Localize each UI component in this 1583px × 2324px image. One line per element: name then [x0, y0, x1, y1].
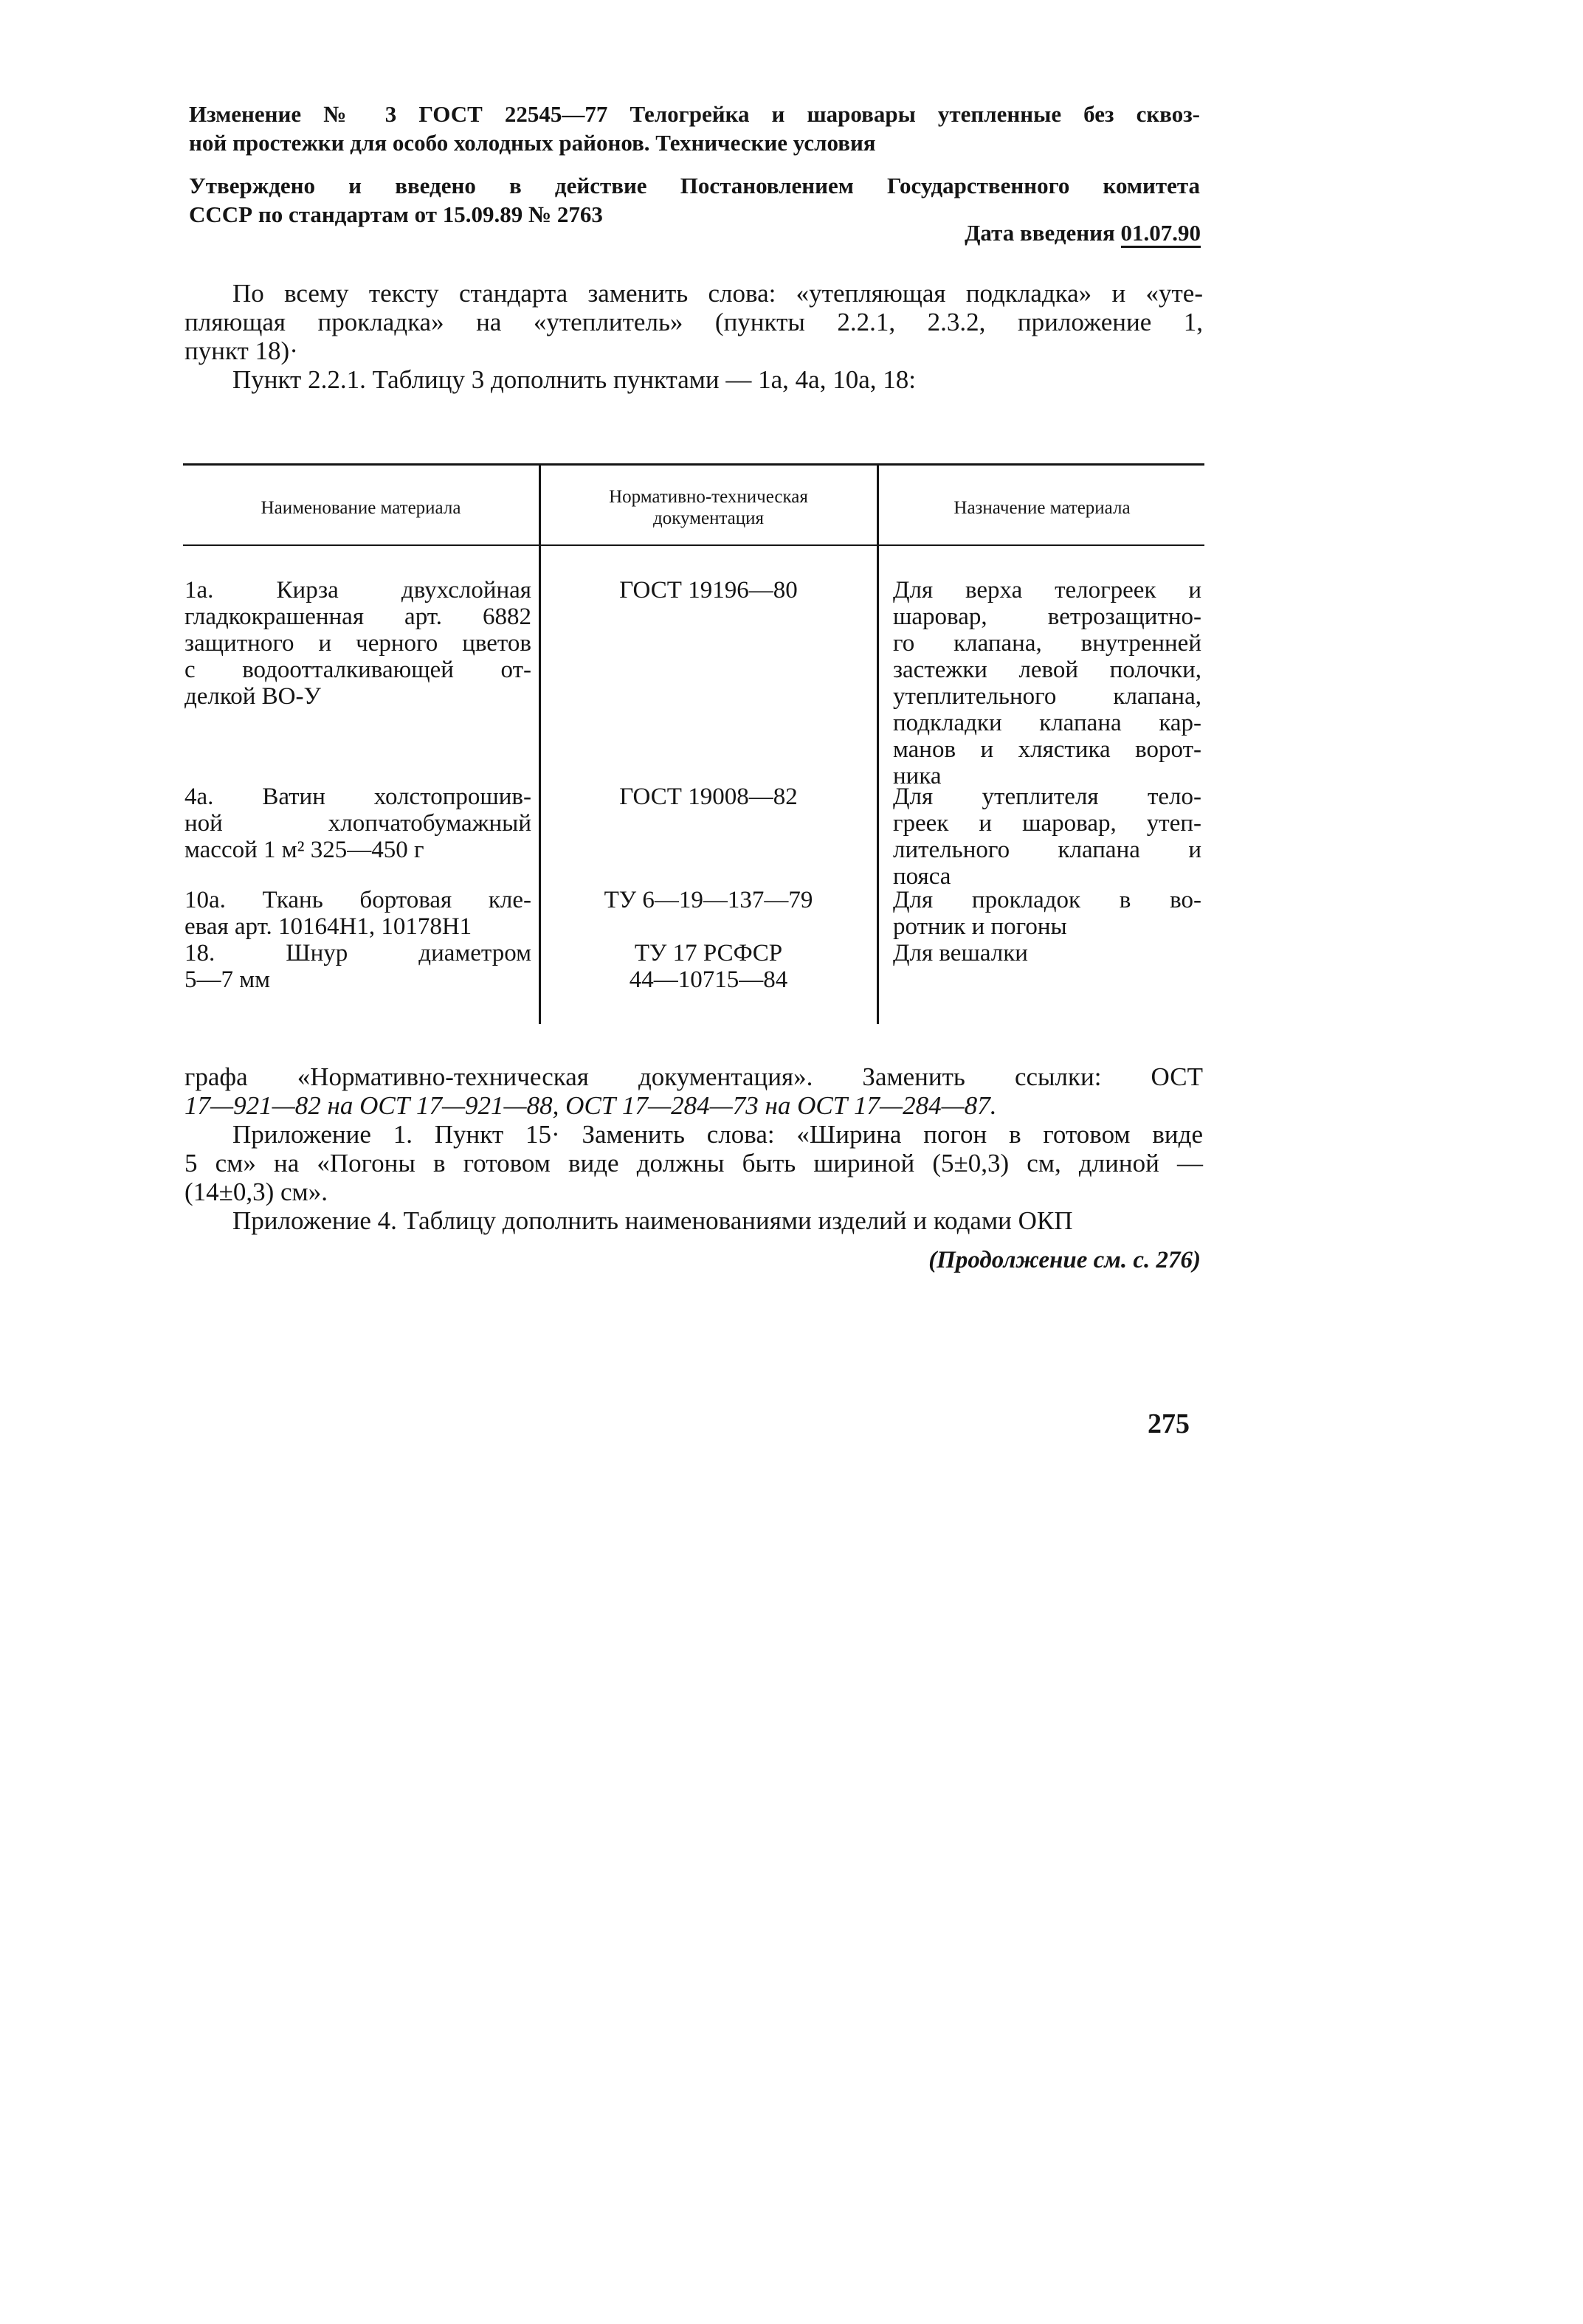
table-intro-line: Пункт 2.2.1. Таблицу 3 дополнить пунктами — 1а, 4а, 10а, 18: — [232, 365, 916, 394]
row-18-purpose — [893, 940, 1201, 966]
row-10a-documentation — [550, 887, 867, 913]
row-10a-purpose — [893, 887, 1201, 940]
appendix4-line: Приложение 4. Таблицу дополнить наименованиями изделий и кодами ОКП — [232, 1206, 1073, 1235]
cell-line: делкой ВО-У — [184, 683, 321, 710]
table-header-documentation-line-1: Нормативно-техническая — [609, 487, 808, 507]
row-18-material — [184, 940, 531, 993]
appendix1-line-3: (14±0,3) см». — [184, 1177, 328, 1206]
appendix1-line-1: Приложение 1. Пункт 15· Заменить слова: «Ширина погон в готовом виде — [232, 1120, 1203, 1149]
cell-line: пояса — [893, 863, 951, 890]
row-4a-purpose — [893, 784, 1201, 890]
effective-date — [965, 220, 1201, 248]
table-column-divider-2 — [877, 466, 879, 1024]
cell-line: шаровар, ветрозащитно- — [893, 604, 1201, 630]
table-top-rule — [183, 463, 1204, 466]
cell-line: утеплительного клапана, — [893, 683, 1201, 710]
cell-line: евая арт. 10164Н1, 10178Н1 — [184, 913, 472, 940]
page-number: 275 — [1148, 1408, 1190, 1439]
intro-line-1: По всему тексту стандарта заменить слова: «утепляющая подкладка» и «уте- — [232, 279, 1203, 308]
cell-line: 44—10715—84 — [629, 966, 788, 993]
cell-line: Для утеплителя тело- — [893, 784, 1201, 810]
table-header-documentation-line-2: документация — [652, 508, 765, 528]
table-header-purpose: Назначение материала — [953, 497, 1131, 518]
table-header-documentation — [542, 472, 875, 543]
cell-line: 1а. Кирза двухслойная — [184, 577, 531, 604]
cell-line: ГОСТ 19196—80 — [619, 577, 798, 604]
cell-line: ротник и погоны — [893, 913, 1067, 940]
row-18-documentation — [550, 940, 867, 993]
references-line-1: графа «Нормативно-техническая документация». Заменить ссылки: ОСТ — [184, 1062, 1203, 1091]
row-10a-material — [184, 887, 531, 940]
cell-line: Для вешалки — [893, 940, 1028, 966]
post-table-text — [184, 1062, 1203, 1235]
effective-date-label: Дата введения — [965, 220, 1115, 246]
cell-line: Для верха телогреек и — [893, 577, 1201, 604]
cell-line: ТУ 17 РСФСР — [634, 940, 783, 966]
cell-line: ной хлопчатобумажный — [184, 810, 531, 837]
cell-line: Для прокладок в во- — [893, 887, 1201, 913]
cell-line: ГОСТ 19008—82 — [619, 784, 798, 810]
cell-line: 18. Шнур диаметром — [184, 940, 531, 966]
approval-line-1: Утверждено и введено в действие Постановлением Государственного комитета — [189, 173, 1200, 198]
intro-line-3: пункт 18)· — [184, 336, 298, 365]
table-column-divider-1 — [539, 466, 541, 1024]
approval-line-2: СССР по стандартам от 15.09.89 № 2763 — [189, 201, 603, 227]
continuation-note: (Продолжение см. с. 276) — [928, 1247, 1201, 1273]
row-4a-documentation — [550, 784, 867, 810]
cell-line: го клапана, внутренней — [893, 630, 1201, 657]
cell-line: массой 1 м² 325—450 г — [184, 837, 424, 863]
title-line-1: Изменение № 3 ГОСТ 22545—77 Телогрейка и шаровары утепленные без сквоз- — [189, 101, 1200, 127]
cell-line: застежки левой полочки, — [893, 657, 1201, 683]
document-title — [189, 100, 1200, 157]
cell-line: 5—7 мм — [184, 966, 271, 993]
intro-line-2: пляющая прокладка» на «утеплитель» (пункты 2.2.1, 2.3.2, приложение 1, — [184, 308, 1203, 336]
row-1a-purpose — [893, 577, 1201, 789]
effective-date-value: 01.07.90 — [1121, 221, 1201, 248]
cell-line: защитного и черного цветов — [184, 630, 531, 657]
table-header-rule — [183, 544, 1204, 546]
table-header-material: Наименование материала — [261, 497, 461, 518]
cell-line: лительного клапана и — [893, 837, 1201, 863]
cell-line: греек и шаровар, утеп- — [893, 810, 1201, 837]
cell-line: ника — [893, 763, 942, 789]
row-1a-documentation — [550, 577, 867, 604]
cell-line: 10а. Ткань бортовая кле- — [184, 887, 531, 913]
cell-line: ТУ 6—19—137—79 — [604, 887, 813, 913]
row-1a-material — [184, 577, 531, 710]
intro-paragraph — [184, 279, 1203, 394]
row-4a-material — [184, 784, 531, 863]
cell-line: гладкокрашенная арт. 6882 — [184, 604, 531, 630]
cell-line: подкладки клапана кар- — [893, 710, 1201, 736]
appendix1-line-2: 5 см» на «Погоны в готовом виде должны быть шириной (5±0,3) см, длиной — — [184, 1149, 1203, 1177]
title-line-2: ной простежки для особо холодных районов. Технические условия — [189, 130, 876, 156]
cell-line: с водоотталкивающей от- — [184, 657, 531, 683]
cell-line: 4а. Ватин холстопрошив- — [184, 784, 531, 810]
references-line-2: 17—921—82 на ОСТ 17—921—88, ОСТ 17—284—73 на ОСТ 17—284—87. — [184, 1091, 997, 1120]
cell-line: манов и хлястика ворот- — [893, 736, 1201, 763]
